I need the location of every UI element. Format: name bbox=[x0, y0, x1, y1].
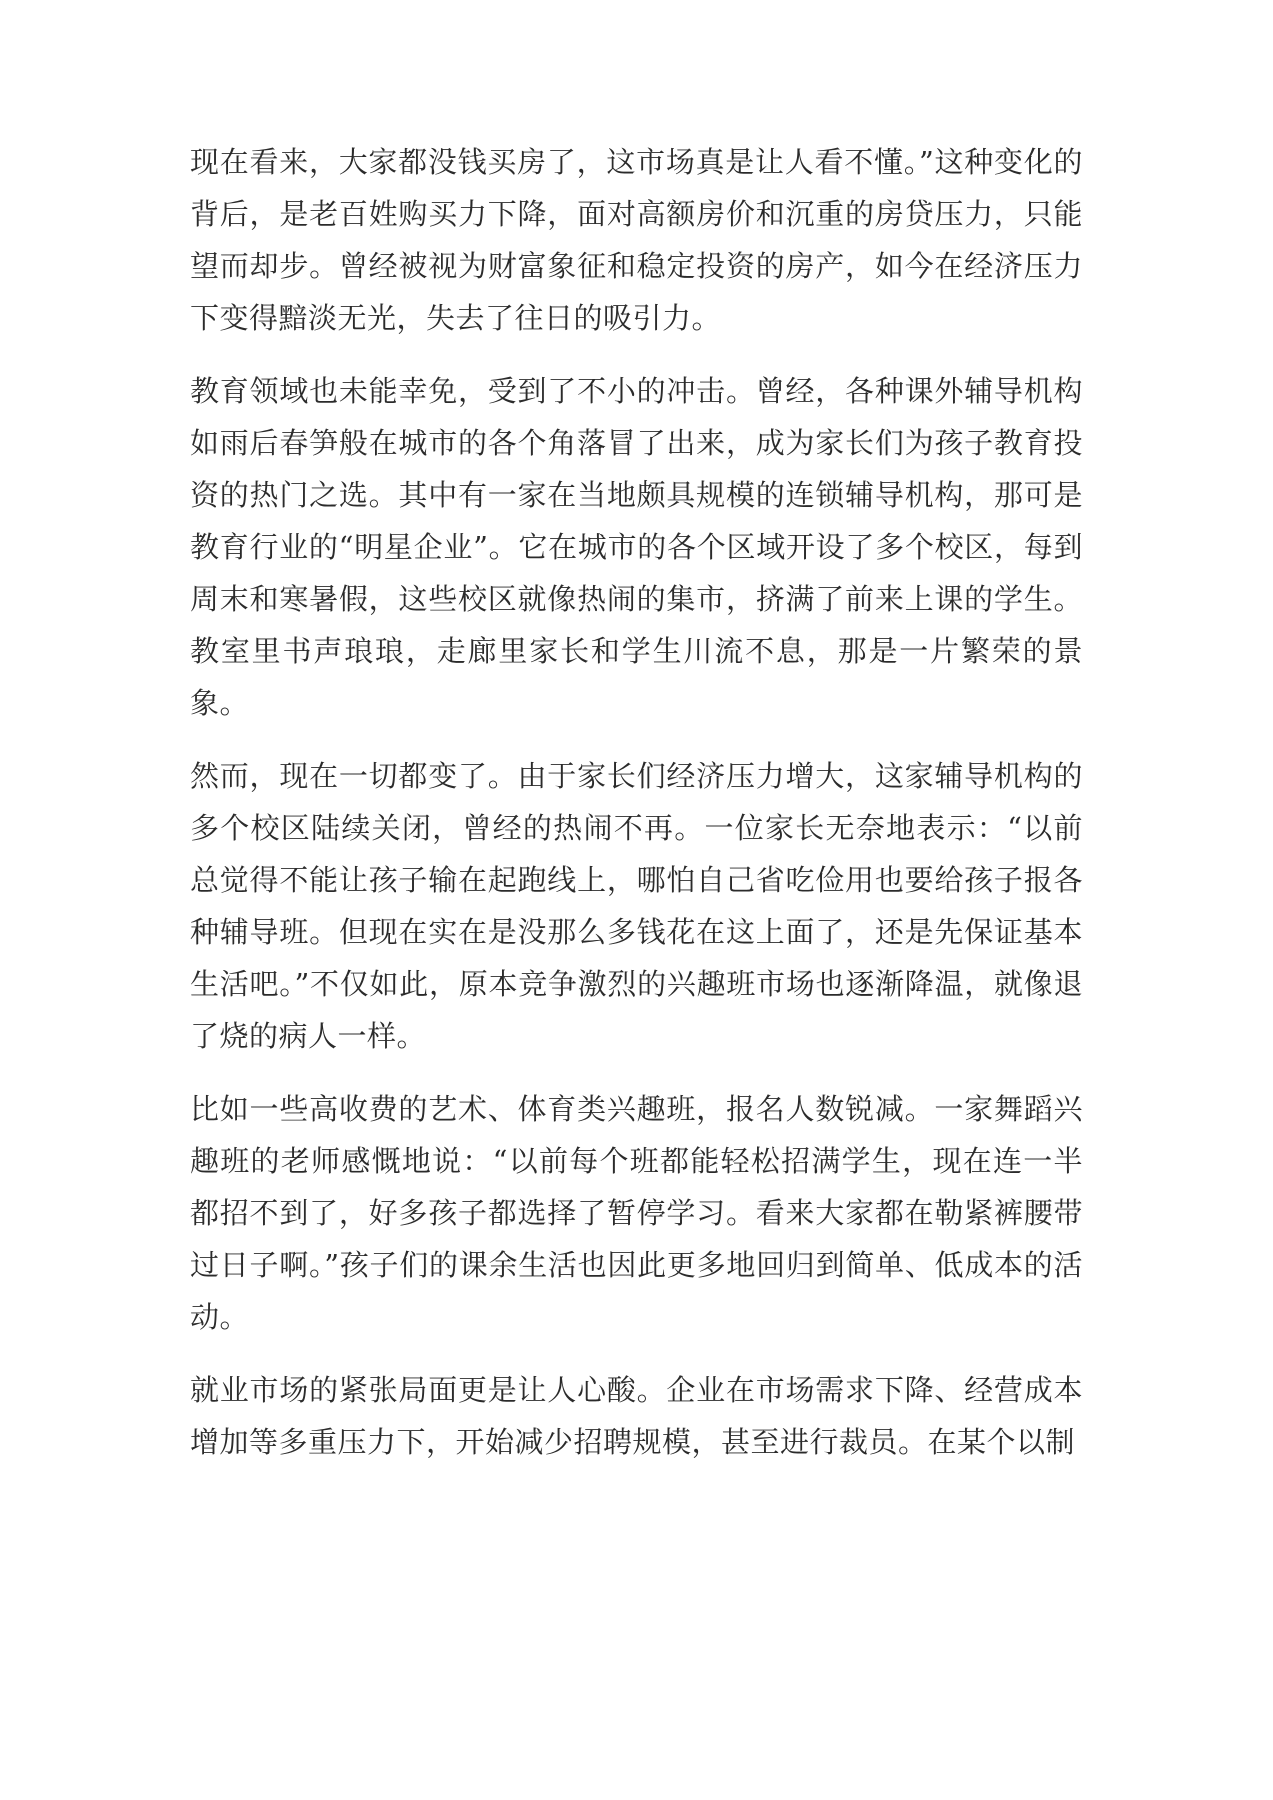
paragraph-housing-market: 现在看来，大家都没钱买房了，这市场真是让人看不懂。”这种变化的背后，是老百姓购买力下降，面对高额房价和沉重的房贷压力，只能望而却步。曾经被视为财富象征和稳定投资的房产，如今在经济压力下变得黯淡无光，失去了往日的吸引力。 bbox=[190, 145, 1083, 335]
paragraph-job-market: 就业市场的紧张局面更是让人心酸。企业在市场需求下降、经营成本增加等多重压力下，开始减少招聘规模，甚至进行裁员。在某个以制 bbox=[190, 1373, 1083, 1459]
paragraph-education-impact: 教育领域也未能幸免，受到了不小的冲击。曾经，各种课外辅导机构如雨后春笋般在城市的各个角落冒了出来，成为家长们为孩子教育投资的热门之选。其中有一家在当地颇具规模的连锁辅导机构，那可是教育行业的“明星企业”。它在城市的各个区域开设了多个校区，每到周末和寒暑假，这些校区就像热闹的集市，挤满了前来上课的学生。教室里书声琅琅，走廊里家长和学生川流不息，那是一片繁荣的景象。 bbox=[190, 374, 1083, 720]
paragraph-interest-classes: 比如一些高收费的艺术、体育类兴趣班，报名人数锐减。一家舞蹈兴趣班的老师感慨地说：“以前每个班都能轻松招满学生，现在连一半都招不到了，好多孩子都选择了暂停学习。看来大家都在勒紧裤腰带过日子啊。”孩子们的课余生活也因此更多地回归到简单、低成本的活动。 bbox=[190, 1092, 1083, 1334]
article-body bbox=[190, 136, 1083, 1489]
paragraph-tutoring-closures: 然而，现在一切都变了。由于家长们经济压力增大，这家辅导机构的多个校区陆续关闭，曾经的热闹不再。一位家长无奈地表示：“以前总觉得不能让孩子输在起跑线上，哪怕自己省吃俭用也要给孩子报各种辅导班。但现在实在是没那么多钱花在这上面了，还是先保证基本生活吧。”不仅如此，原本竞争激烈的兴趣班市场也逐渐降温，就像退了烧的病人一样。 bbox=[190, 759, 1083, 1053]
